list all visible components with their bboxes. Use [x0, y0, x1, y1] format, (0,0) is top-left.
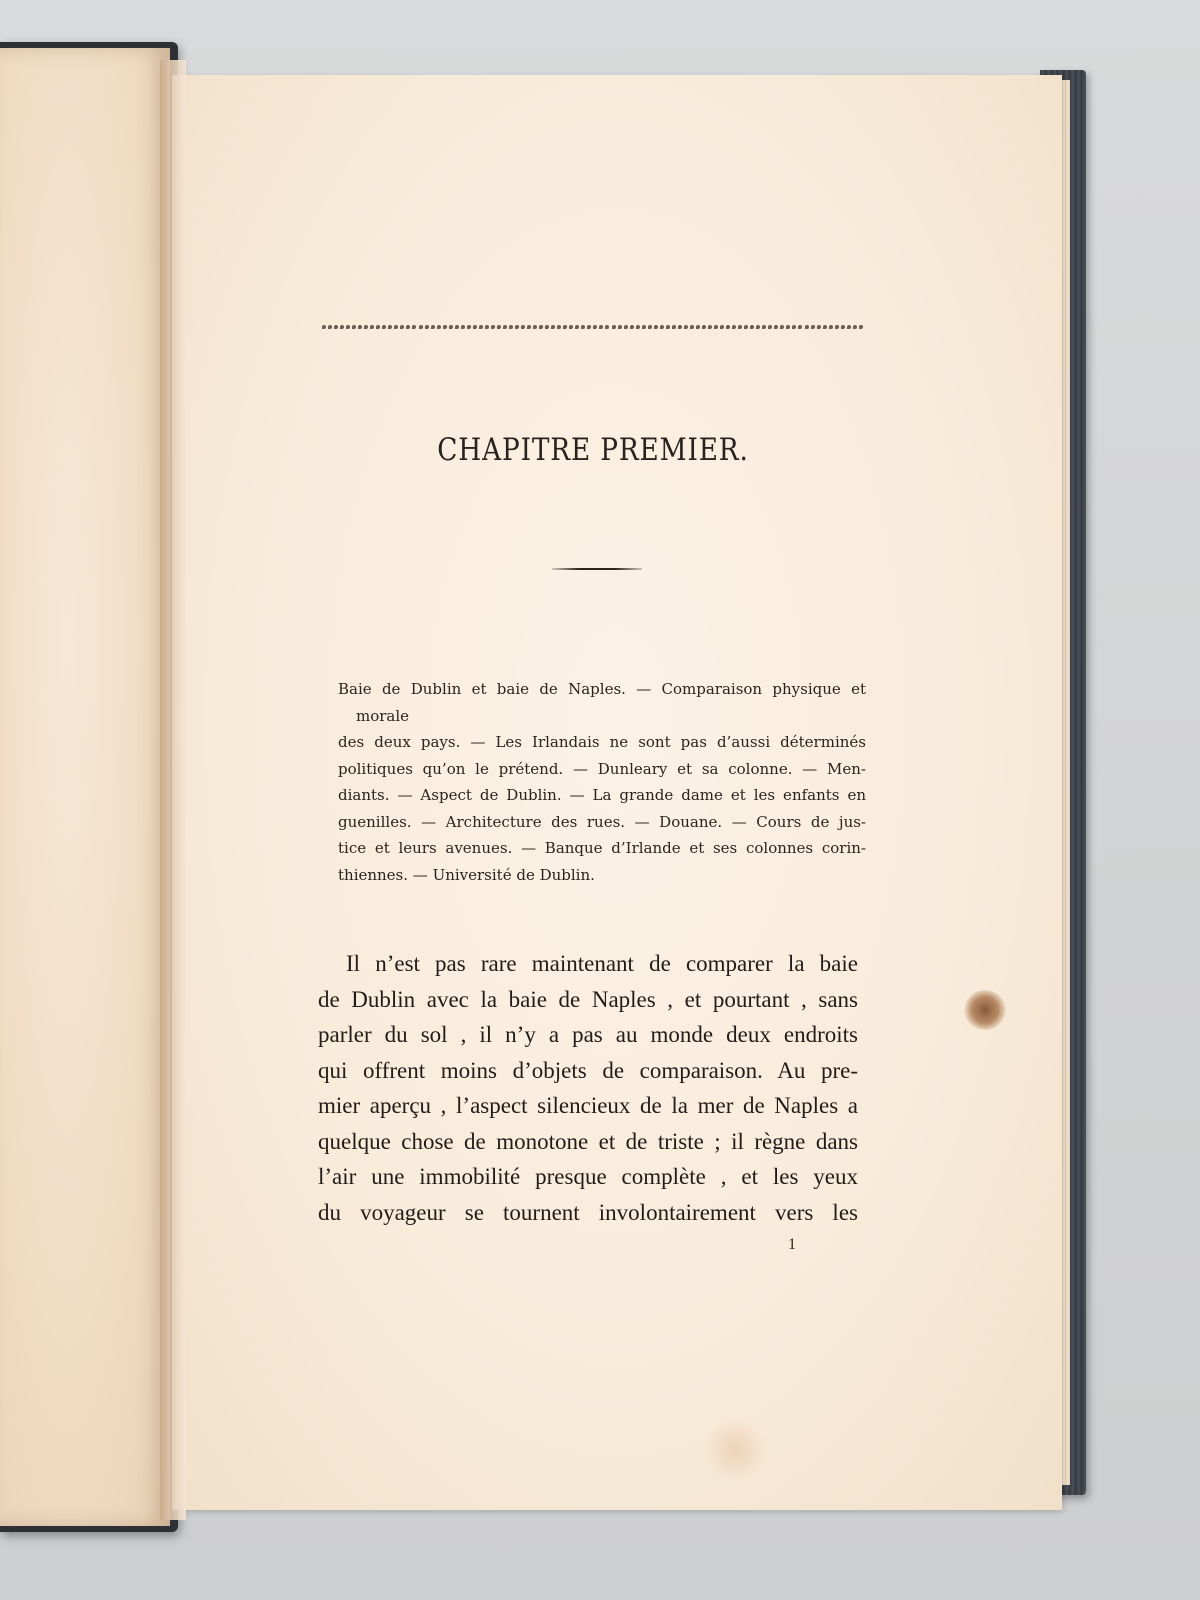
ornament-mark: [618, 325, 622, 329]
ornament-mark: [642, 325, 646, 329]
ornament-mark: [690, 325, 694, 329]
ornament-mark: [400, 325, 404, 329]
ornament-mark: [334, 325, 338, 329]
ornament-mark: [545, 325, 549, 329]
ornament-mark: [539, 325, 543, 329]
ornament-mark: [835, 325, 839, 329]
ornament-mark: [823, 325, 827, 329]
ornament-mark: [563, 325, 567, 329]
ornament-mark: [419, 325, 423, 329]
foxing-stain: [964, 990, 1006, 1030]
ornament-mark: [859, 325, 863, 329]
body-line: mier aperçu , l’aspect silencieux de la mer de Naples a: [318, 1093, 858, 1118]
ornament-mark: [575, 325, 579, 329]
book-gutter: [160, 60, 186, 1520]
summary-line: des deux pays. — Les Irlandais ne sont pas d’aussi déterminés: [338, 733, 866, 751]
body-line: du voyageur se tournent involontairement vers les: [318, 1199, 858, 1225]
ornament-mark: [605, 325, 609, 329]
ornament-mark: [684, 325, 688, 329]
ornament-mark: [364, 325, 368, 329]
ornament-mark: [811, 325, 815, 329]
ornament-mark: [394, 325, 398, 329]
ornamental-rule: [322, 322, 864, 332]
ornament-mark: [853, 325, 857, 329]
body-line: qui offrent moins d’objets de comparaison. Au pre-: [318, 1057, 858, 1083]
ornament-mark: [551, 325, 555, 329]
ornament-mark: [732, 325, 736, 329]
ornament-mark: [412, 325, 416, 329]
ornament-mark: [443, 325, 447, 329]
ornament-mark: [388, 325, 392, 329]
ornament-mark: [521, 325, 525, 329]
left-page: [0, 48, 170, 1526]
ornament-mark: [672, 325, 676, 329]
chapter-title: CHAPITRE PREMIER.: [437, 432, 749, 468]
ornament-mark: [581, 325, 585, 329]
body-text: [318, 946, 858, 1230]
ornament-mark: [756, 325, 760, 329]
summary-line: thiennes. — Université de Dublin.: [338, 865, 595, 884]
ornament-mark: [702, 325, 706, 329]
ornament-mark: [449, 325, 453, 329]
ornament-mark: [497, 325, 501, 329]
ornament-mark: [557, 325, 561, 329]
body-line: Il n’est pas rare maintenant de comparer la baie: [346, 951, 858, 976]
body-line: l’air une immobilité presque complète , et les yeux: [318, 1164, 858, 1189]
summary-line: Baie de Dublin et baie de Naples. — Comparaison physique et morale: [338, 680, 866, 725]
summary-line: politiques qu’on le prétend. — Dunleary et sa colonne. — Men-: [338, 759, 866, 778]
ornament-mark: [630, 325, 634, 329]
chapter-summary: [338, 676, 866, 888]
ornament-mark: [847, 325, 851, 329]
ornament-mark: [569, 325, 573, 329]
body-line: parler du sol , il n’y a pas au monde deux endroits: [318, 1022, 858, 1047]
ornament-mark: [491, 325, 495, 329]
ornament-mark: [322, 325, 326, 329]
summary-line: diants. — Aspect de Dublin. — La grande dame et les enfants en: [338, 786, 866, 804]
ornament-mark: [720, 325, 724, 329]
ornament-mark: [599, 325, 603, 329]
ornament-mark: [829, 325, 833, 329]
ornament-mark: [768, 325, 772, 329]
ornament-mark: [750, 325, 754, 329]
ornament-mark: [376, 325, 380, 329]
body-line: de Dublin avec la baie de Naples , et pourtant , sans: [318, 986, 858, 1012]
ornament-mark: [648, 325, 652, 329]
ornament-mark: [485, 325, 489, 329]
ornament-mark: [533, 325, 537, 329]
ornament-mark: [654, 325, 658, 329]
ornament-mark: [431, 325, 435, 329]
ornament-mark: [467, 325, 471, 329]
ornament-mark: [406, 325, 410, 329]
ornament-mark: [774, 325, 778, 329]
ornament-mark: [346, 325, 350, 329]
ornament-mark: [473, 325, 477, 329]
ornament-mark: [738, 325, 742, 329]
ornament-mark: [817, 325, 821, 329]
ornament-mark: [587, 325, 591, 329]
ornament-mark: [792, 325, 796, 329]
ornament-mark: [612, 325, 616, 329]
ornament-mark: [762, 325, 766, 329]
ornament-mark: [382, 325, 386, 329]
ornament-mark: [461, 325, 465, 329]
ornament-mark: [726, 325, 730, 329]
ornament-mark: [714, 325, 718, 329]
ornament-mark: [708, 325, 712, 329]
ornament-mark: [479, 325, 483, 329]
ornament-mark: [352, 325, 356, 329]
body-line: quelque chose de monotone et de triste ; il règne dans: [318, 1128, 858, 1154]
ornament-mark: [328, 325, 332, 329]
ornament-mark: [437, 325, 441, 329]
ornament-mark: [624, 325, 628, 329]
ornament-mark: [744, 325, 748, 329]
ornament-mark: [455, 325, 459, 329]
faint-stain: [700, 1420, 770, 1480]
ornament-mark: [798, 325, 802, 329]
ornament-mark: [370, 325, 374, 329]
ornament-mark: [841, 325, 845, 329]
ornament-mark: [678, 325, 682, 329]
ornament-mark: [527, 325, 531, 329]
ornament-mark: [805, 325, 809, 329]
ornament-mark: [666, 325, 670, 329]
ornament-mark: [503, 325, 507, 329]
ornament-mark: [425, 325, 429, 329]
ornament-mark: [780, 325, 784, 329]
page-number: 1: [788, 1236, 796, 1253]
summary-line: guenilles. — Architecture des rues. — Douane. — Cours de jus-: [338, 812, 866, 831]
ornament-mark: [786, 325, 790, 329]
short-rule: [552, 568, 642, 570]
ornament-mark: [509, 325, 513, 329]
summary-line: tice et leurs avenues. — Banque d’Irlande et ses colonnes corin-: [338, 839, 866, 857]
ornament-mark: [340, 325, 344, 329]
ornament-mark: [636, 325, 640, 329]
ornament-mark: [660, 325, 664, 329]
ornament-mark: [515, 325, 519, 329]
ornament-mark: [593, 325, 597, 329]
ornament-mark: [358, 325, 362, 329]
ornament-mark: [696, 325, 700, 329]
